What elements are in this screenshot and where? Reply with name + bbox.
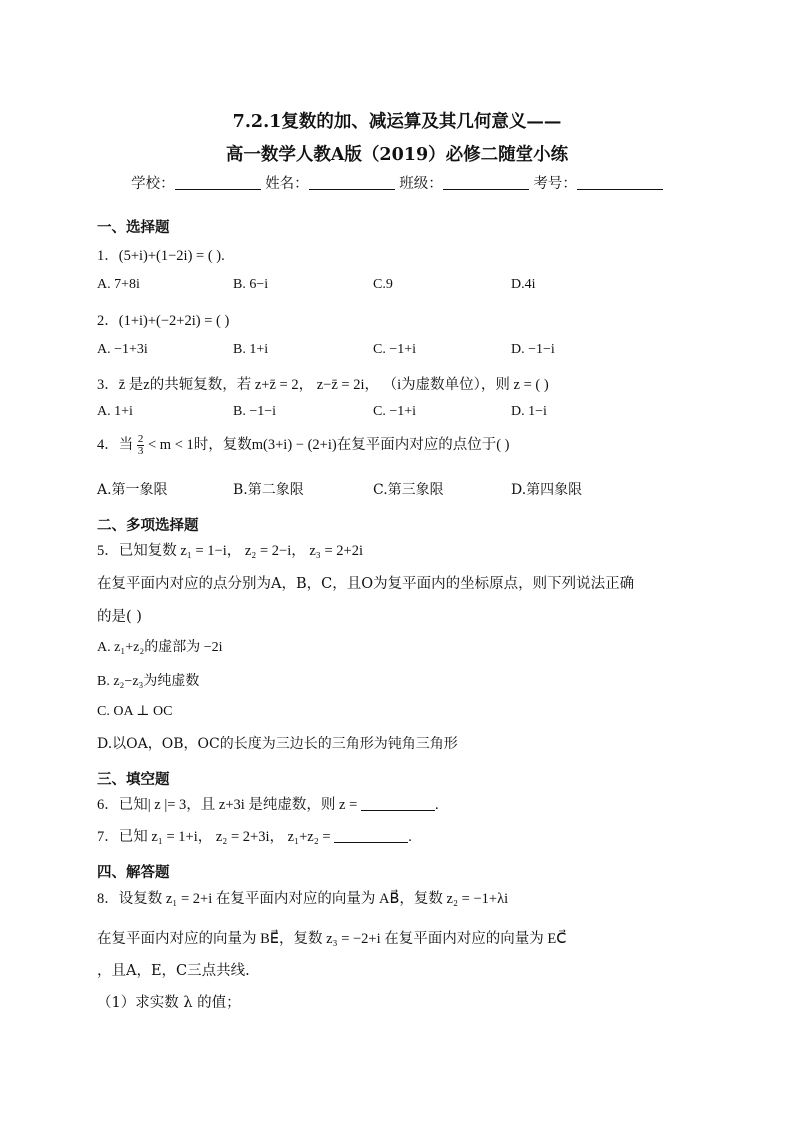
school-label: 学校：	[131, 176, 175, 192]
q1-option-d[interactable]: D.4i	[511, 277, 536, 292]
q3-option-d[interactable]: D. 1−i	[511, 404, 547, 419]
section-heading-solution: 四、解答题	[97, 864, 170, 881]
name-blank[interactable]	[309, 175, 395, 190]
q4-stem-end: < m < 1时，复数m(3+i) − (2+i)在复平面内对应的点位于( )	[144, 437, 510, 453]
q5-option-b[interactable]: B. z₂−z₃为纯虚数	[97, 674, 200, 689]
q4-option-a[interactable]: A.第一象限	[97, 482, 168, 498]
q1-option-c[interactable]: C.9	[373, 277, 393, 292]
q4-option-b[interactable]: B.第二象限	[233, 482, 304, 498]
q6-stem: 6．已知| z |= 3，且 z+3i 是纯虚数，则 z =	[97, 797, 358, 813]
question-2: 2．(1+i)+(−2+2i) = ( )	[97, 313, 230, 329]
exam-no-blank[interactable]	[577, 175, 663, 190]
section-heading-multiple-choice: 二、多项选择题	[97, 517, 199, 534]
q2-option-b[interactable]: B. 1+i	[233, 342, 269, 357]
q1-option-a[interactable]: A. 7+8i	[97, 277, 140, 292]
class-blank[interactable]	[443, 175, 529, 190]
q7-tail: .	[408, 829, 412, 845]
q3-option-c[interactable]: C. −1+i	[373, 404, 417, 419]
question-8-line-1: 8．设复数 z₁ = 2+i 在复平面内对应的向量为 AB⃗，复数 z₂ = −1+λi	[97, 891, 509, 907]
q3-stem: z̄ 是z的共轭复数，若 z+z̄ = 2， z−z̄ = 2i， （i为虚数单位），则 z = ( )	[118, 377, 549, 393]
question-8-line-2: 在复平面内对应的向量为 BE⃗，复数 z₃ = −2+i 在复平面内对应的向量为 EC⃗	[97, 931, 567, 947]
q4-option-c[interactable]: C.第三象限	[373, 482, 444, 498]
exam-no-label: 考号：	[533, 176, 577, 192]
question-3	[97, 373, 549, 394]
school-blank[interactable]	[175, 175, 261, 190]
q2-option-a[interactable]: A. −1+3i	[97, 342, 148, 357]
q5-option-c[interactable]: C. OA ⊥ OC	[97, 704, 173, 719]
q3-number: 3．	[97, 377, 119, 393]
title-line-1: 7.2.1复数的加、减运算及其几何意义——	[232, 112, 562, 132]
question-1: 1．(5+i)+(1−2i) = ( ).	[97, 248, 225, 264]
question-4	[97, 433, 509, 457]
question-8-sub-1: （1）求实数 λ 的值；	[97, 995, 241, 1011]
q6-tail: .	[434, 797, 439, 813]
q7-answer-blank[interactable]	[334, 828, 408, 843]
q6-answer-blank[interactable]	[361, 796, 435, 811]
q4-fraction-num: 2	[137, 433, 144, 446]
q2-option-c[interactable]: C. −1+i	[373, 342, 417, 357]
student-info-row	[0, 172, 794, 193]
q4-stem-start: 4．当	[97, 437, 137, 453]
q3-option-a[interactable]: A. 1+i	[97, 404, 133, 419]
q2-option-d[interactable]: D. −1−i	[511, 342, 555, 357]
question-5-line-3: 的是( )	[97, 609, 142, 625]
question-7	[97, 825, 412, 846]
q1-option-b[interactable]: B. 6−i	[233, 277, 269, 292]
q5-option-a[interactable]: A. z₁+z₂的虚部为 −2i	[97, 640, 223, 655]
section-heading-fill-blank: 三、填空题	[97, 771, 170, 788]
title-line-2: 高一数学人教A版（2019）必修二随堂小练	[225, 145, 569, 165]
name-label: 姓名：	[265, 176, 309, 192]
question-5: 5．已知复数 z₁ = 1−i， z₂ = 2−i， z₃ = 2+2i	[97, 543, 363, 559]
q3-option-b[interactable]: B. −1−i	[233, 404, 277, 419]
q4-option-d[interactable]: D.第四象限	[511, 482, 583, 498]
q4-fraction-den: 3	[137, 445, 144, 458]
question-5-line-2: 在复平面内对应的点分别为A，B，C，且O为复平面内的坐标原点，则下列说法正确	[97, 576, 635, 592]
q7-stem: 7．已知 z₁ = 1+i， z₂ = 2+3i， z₁+z₂ =	[97, 829, 331, 845]
class-label: 班级：	[399, 176, 443, 192]
q5-option-d[interactable]: D.以OA，OB，OC的长度为三边长的三角形为钝角三角形	[97, 736, 458, 752]
question-8-line-3: ，且A，E，C三点共线.	[97, 963, 250, 979]
question-6	[97, 793, 439, 814]
section-heading-choice: 一、选择题	[97, 219, 170, 236]
